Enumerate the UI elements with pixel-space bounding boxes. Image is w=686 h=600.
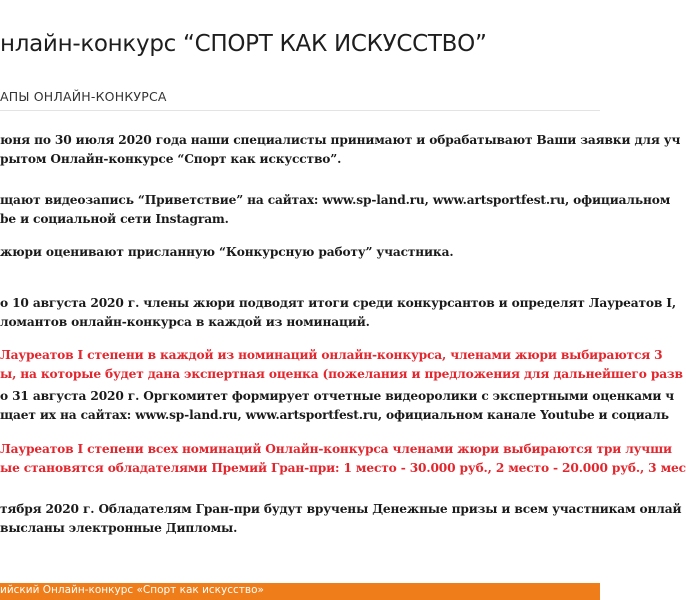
paragraph-line: Лауреатов I степени всех номинаций Онлайн-конкурса членами жюри выбираются три лучши (0, 442, 672, 456)
paragraph-prizes-diplomas (0, 500, 681, 538)
section-subtitle: АПЫ ОНЛАЙН-КОНКУРСА (0, 89, 167, 104)
paragraph-line: юня по 30 июля 2020 года наши специалисты принимают и обрабатывают Ваши заявки для уч (0, 133, 681, 147)
paragraph-line: жюри оценивают присланную “Конкурсную работу” участника. (0, 245, 454, 259)
page-title: нлайн-конкурс “СПОРТ КАК ИСКУССТВО” (0, 31, 487, 57)
paragraph-grand-prix (0, 440, 686, 478)
paragraph-line: Лауреатов I степени в каждой из номинаций онлайн-конкурса, членами жюри выбираются 3 (0, 348, 663, 362)
paragraph-line: щает их на сайтах: www.sp-land.ru, www.artsportfest.ru, официальном канале Youtube и социаль (0, 408, 669, 422)
paragraph-greeting-video (0, 191, 670, 229)
paragraph-line: be и социальной сети Instagram. (0, 212, 229, 226)
paragraph-line: щают видеозапись “Приветствие” на сайтах: www.sp-land.ru, www.artsportfest.ru, официальном (0, 193, 671, 207)
paragraph-applications (0, 131, 680, 169)
paragraph-laureates-selection (0, 346, 683, 384)
footer-bar (0, 583, 600, 600)
paragraph-jury-evaluation (0, 243, 453, 262)
paragraph-line: тября 2020 г. Обладателям Гран-при будут вручены Денежные призы и всем участникам онлай (0, 502, 682, 516)
paragraph-results (0, 294, 676, 332)
paragraph-line: ые становятся обладателями Премий Гран-при: 1 место - 30.000 руб., 2 место - 20.000 руб., 3 мес (0, 461, 686, 475)
paragraph-line: высланы электронные Дипломы. (0, 521, 238, 535)
divider (0, 110, 600, 111)
paragraph-line: ы, на которые будет дана экспертная оценка (пожелания и предложения для дальнейшего разв (0, 367, 683, 381)
paragraph-line: о 31 августа 2020 г. Оргкомитет формирует отчетные видеоролики с экспертными оценками ч (0, 389, 675, 403)
paragraph-line: ломантов онлайн-конкурса в каждой из номинаций. (0, 315, 370, 329)
paragraph-line: рытом Онлайн-конкурсе “Спорт как искусство”. (0, 152, 342, 166)
paragraph-line: о 10 августа 2020 г. члены жюри подводят итоги среди конкурсантов и определят Лауреатов I, (0, 296, 676, 310)
footer-text: ийский Онлайн-конкурс «Спорт как искусство» (0, 584, 264, 596)
paragraph-report-videos (0, 387, 674, 425)
